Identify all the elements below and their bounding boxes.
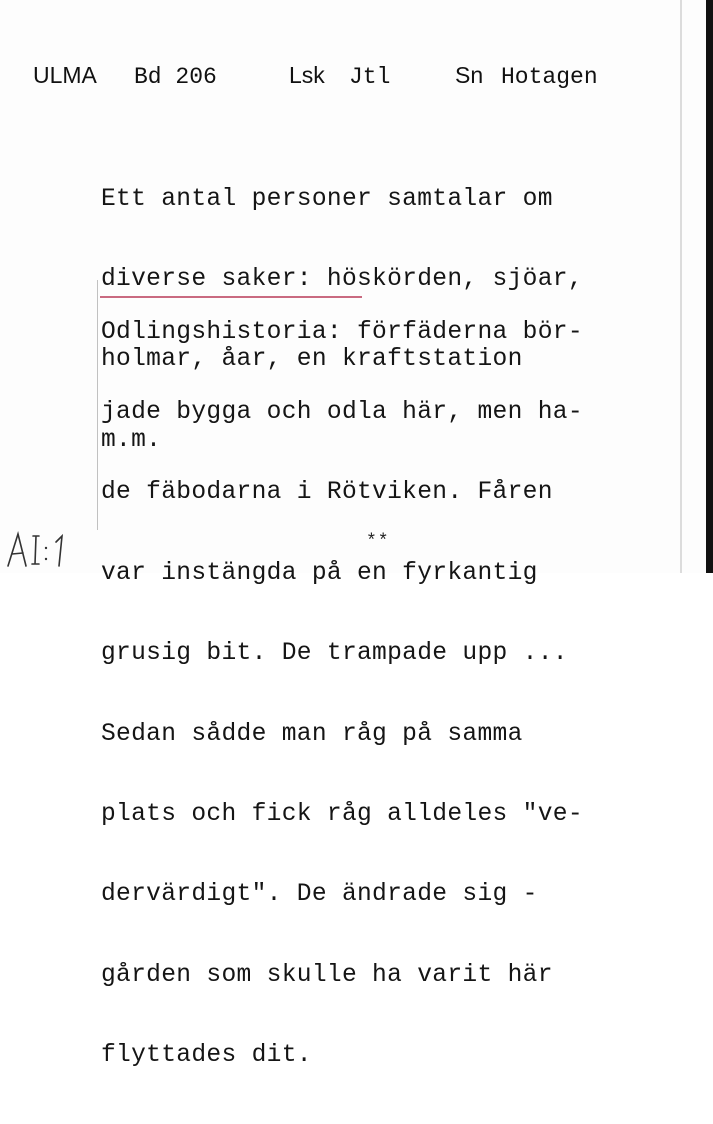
end-mark: ** [366, 532, 390, 552]
summary-line: Ett antal personer samtalar om [101, 185, 553, 213]
topic-underline [100, 296, 362, 298]
archive-label: ULMA [33, 62, 97, 88]
margin-pencil-line [97, 280, 98, 530]
parish-label: Sn [455, 62, 484, 88]
summary-line: holmar, åar, en kraftstation [101, 346, 523, 374]
handwritten-signature-mark [4, 526, 76, 570]
body-line: de fäbodarna i Rötviken. Fåren [101, 479, 553, 507]
body-line: Odlingshistoria: förfäderna bör- [101, 318, 583, 346]
summary-line: m.m. [101, 426, 162, 454]
body-line: dervärdigt". De ändrade sig - [101, 881, 538, 909]
body-line: var instängda på en fyrkantig [101, 559, 538, 587]
body-line: jade bygga och odla här, men ha- [101, 398, 583, 426]
body-line: plats och fick råg alldeles "ve- [101, 800, 583, 828]
body-line: flyttades dit. [101, 1042, 312, 1070]
body-line: Sedan sådde man råg på samma [101, 720, 523, 748]
card-edge-line [680, 0, 682, 573]
body-line: gården som skulle ha varit här [101, 961, 553, 989]
scan-border [706, 0, 713, 573]
summary-line: diverse saker: höskörden, sjöar, [101, 265, 583, 293]
parish-value: Hotagen [501, 64, 598, 90]
body-paragraph [101, 266, 583, 1124]
volume-value: Bd 206 [134, 64, 217, 90]
body-line: grusig bit. De trampade upp ... [101, 640, 568, 668]
province-label: Lsk [289, 62, 325, 88]
province-value: Jtl [349, 64, 391, 90]
